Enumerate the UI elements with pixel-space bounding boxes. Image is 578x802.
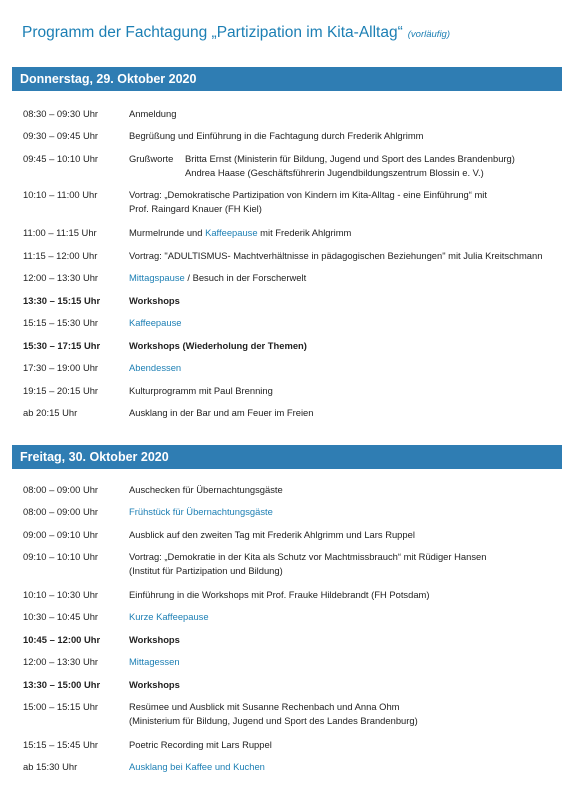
description-line: [129, 107, 561, 121]
row-time: 19:15 – 20:15 Uhr: [23, 385, 99, 396]
description-text: Begrüßung und Einführung in die Fachtagung durch Frederik Ahlgrimm: [129, 130, 424, 141]
row-time: 09:45 – 10:10 Uhr: [23, 153, 99, 164]
row-time: 10:45 – 12:00 Uhr: [23, 634, 101, 645]
description-text: / Besuch in der Forscherwelt: [184, 272, 307, 283]
row-time: 11:00 – 11:15 Uhr: [23, 227, 97, 238]
description-line: [129, 610, 561, 624]
highlight-text: Kaffeepause: [129, 317, 182, 328]
description-line: [129, 249, 561, 263]
description-line: [129, 152, 561, 166]
description-line: [129, 406, 561, 420]
row-time: 10:10 – 10:30 Uhr: [23, 589, 99, 600]
description-text: Ausklang in der Bar und am Feuer im Freien: [129, 407, 314, 418]
row-description: [129, 384, 561, 398]
row-description: [129, 294, 561, 308]
highlight-text: Abendessen: [129, 362, 182, 373]
row-time: 11:15 – 12:00 Uhr: [23, 250, 98, 261]
description-line: [129, 700, 561, 714]
description-text: Ausblick auf den zweiten Tag mit Frederik Ahlgrimm und Lars Ruppel: [129, 529, 415, 540]
row-time: 10:10 – 11:00 Uhr: [23, 189, 98, 200]
description-line: [129, 384, 561, 398]
description-line: [129, 714, 561, 728]
description-line: [129, 226, 561, 240]
row-description: [129, 700, 561, 728]
description-text: Workshops: [129, 634, 180, 645]
row-time: 09:30 – 09:45 Uhr: [23, 130, 99, 141]
row-description: [129, 406, 561, 420]
row-time: ab 20:15 Uhr: [23, 407, 78, 418]
description-line: [129, 655, 561, 669]
description-line: [129, 316, 561, 330]
description-line: [129, 528, 561, 542]
row-time: 08:30 – 09:30 Uhr: [23, 108, 99, 119]
description-text: Vortrag: "ADULTISMUS- Machtverhältnisse in pädagogischen Beziehungen" mit Julia Kreitschmann: [129, 250, 543, 261]
row-description: [129, 339, 561, 353]
highlight-text: Frühstück für Übernachtungsgäste: [129, 506, 273, 517]
row-description: [129, 633, 561, 647]
description-line: [129, 202, 561, 216]
description-text: Poetric Recording mit Lars Ruppel: [129, 739, 272, 750]
description-line: [129, 678, 561, 692]
row-description: [129, 129, 561, 143]
description-line: [129, 738, 561, 752]
description-text: Vortrag: „Demokratie in der Kita als Schutz vor Machtmissbrauch“ mit Rüdiger Hansen: [129, 551, 487, 562]
row-description: [129, 188, 561, 216]
day-heading: Freitag, 30. Oktober 2020: [12, 445, 562, 469]
row-description: [129, 249, 561, 263]
highlight-text: Kurze Kaffeepause: [129, 611, 209, 622]
highlight-text: Mittagspause: [129, 272, 185, 283]
description-text: Anmeldung: [129, 108, 177, 119]
description-text: Kulturprogramm mit Paul Brenning: [129, 385, 273, 396]
description-line: [129, 361, 561, 375]
description-line: [129, 760, 561, 774]
description-line: [129, 166, 561, 180]
description-line: [129, 564, 561, 578]
description-text: Vortrag: „Demokratische Partizipation von Kindern im Kita-Alltag - eine Einführung“ mit: [129, 189, 487, 200]
row-time: 15:00 – 15:15 Uhr: [23, 701, 99, 712]
row-description: [129, 760, 561, 774]
row-description: [129, 316, 561, 330]
row-description: [129, 483, 561, 497]
description-line: [129, 188, 561, 202]
row-description: [129, 107, 561, 121]
description-text: (Ministerium für Bildung, Jugend und Sport des Landes Brandenburg): [129, 715, 418, 726]
row-time: 08:00 – 09:00 Uhr: [23, 484, 99, 495]
description-text: mit Frederik Ahlgrimm: [257, 227, 352, 238]
description-line: [129, 129, 561, 143]
row-description: [129, 226, 561, 240]
description-line: [129, 294, 561, 308]
description-line: [129, 633, 561, 647]
row-time: ab 15:30 Uhr: [23, 761, 78, 772]
row-time: 09:10 – 10:10 Uhr: [23, 551, 99, 562]
row-time: 12:00 – 13:30 Uhr: [23, 272, 99, 283]
description-text: Prof. Raingard Knauer (FH Kiel): [129, 203, 262, 214]
description-text: Workshops (Wiederholung der Themen): [129, 340, 307, 351]
row-time: 10:30 – 10:45 Uhr: [23, 611, 99, 622]
row-time: 13:30 – 15:00 Uhr: [23, 679, 101, 690]
row-description: [129, 655, 561, 669]
row-description: [129, 361, 561, 375]
highlight-text: Ausklang bei Kaffee und Kuchen: [129, 761, 265, 772]
description-text: Workshops: [129, 295, 180, 306]
row-time: 15:15 – 15:45 Uhr: [23, 739, 99, 750]
description-line: [129, 505, 561, 519]
description-line: [129, 550, 561, 564]
row-description: [129, 550, 561, 578]
description-text: Einführung in die Workshops mit Prof. Frauke Hildebrandt (FH Potsdam): [129, 589, 430, 600]
row-time: 09:00 – 09:10 Uhr: [23, 529, 99, 540]
title-main: Programm der Fachtagung „Partizipation im Kita-Alltag“: [22, 24, 403, 41]
description-text: (Institut für Partizipation und Bildung): [129, 565, 283, 576]
title-sub: (vorläufig): [407, 29, 451, 40]
row-time: 08:00 – 09:00 Uhr: [23, 506, 99, 517]
description-text: Auschecken für Übernachtungsgäste: [129, 484, 283, 495]
description-text: Workshops: [129, 679, 180, 690]
row-description: [129, 152, 561, 180]
highlight-text: Mittagessen: [129, 656, 180, 667]
page-title: [22, 24, 450, 42]
row-time: 15:15 – 15:30 Uhr: [23, 317, 99, 328]
description-line: [129, 339, 561, 353]
description-line: [129, 483, 561, 497]
row-description: [129, 678, 561, 692]
day-heading: Donnerstag, 29. Oktober 2020: [12, 67, 562, 91]
description-line: [129, 271, 561, 285]
row-description: [129, 528, 561, 542]
row-label: Grußworte: [129, 153, 174, 164]
description-text: Britta Ernst (Ministerin für Bildung, Jugend und Sport des Landes Brandenburg): [185, 153, 515, 164]
row-description: [129, 738, 561, 752]
description-text: Murmelrunde und: [129, 227, 206, 238]
row-description: [129, 610, 561, 624]
row-description: [129, 588, 561, 602]
row-time: 12:00 – 13:30 Uhr: [23, 656, 99, 667]
description-text: Resümee und Ausblick mit Susanne Rechenbach und Anna Ohm: [129, 701, 400, 712]
row-description: [129, 505, 561, 519]
row-description: [129, 271, 561, 285]
row-time: 17:30 – 19:00 Uhr: [23, 362, 99, 373]
description-text: Andrea Haase (Geschäftsführerin Jugendbildungszentrum Blossin e. V.): [185, 167, 484, 178]
row-time: 15:30 – 17:15 Uhr: [23, 340, 101, 351]
description-line: [129, 588, 561, 602]
row-time: 13:30 – 15:15 Uhr: [23, 295, 101, 306]
highlight-text: Kaffeepause: [205, 227, 258, 238]
